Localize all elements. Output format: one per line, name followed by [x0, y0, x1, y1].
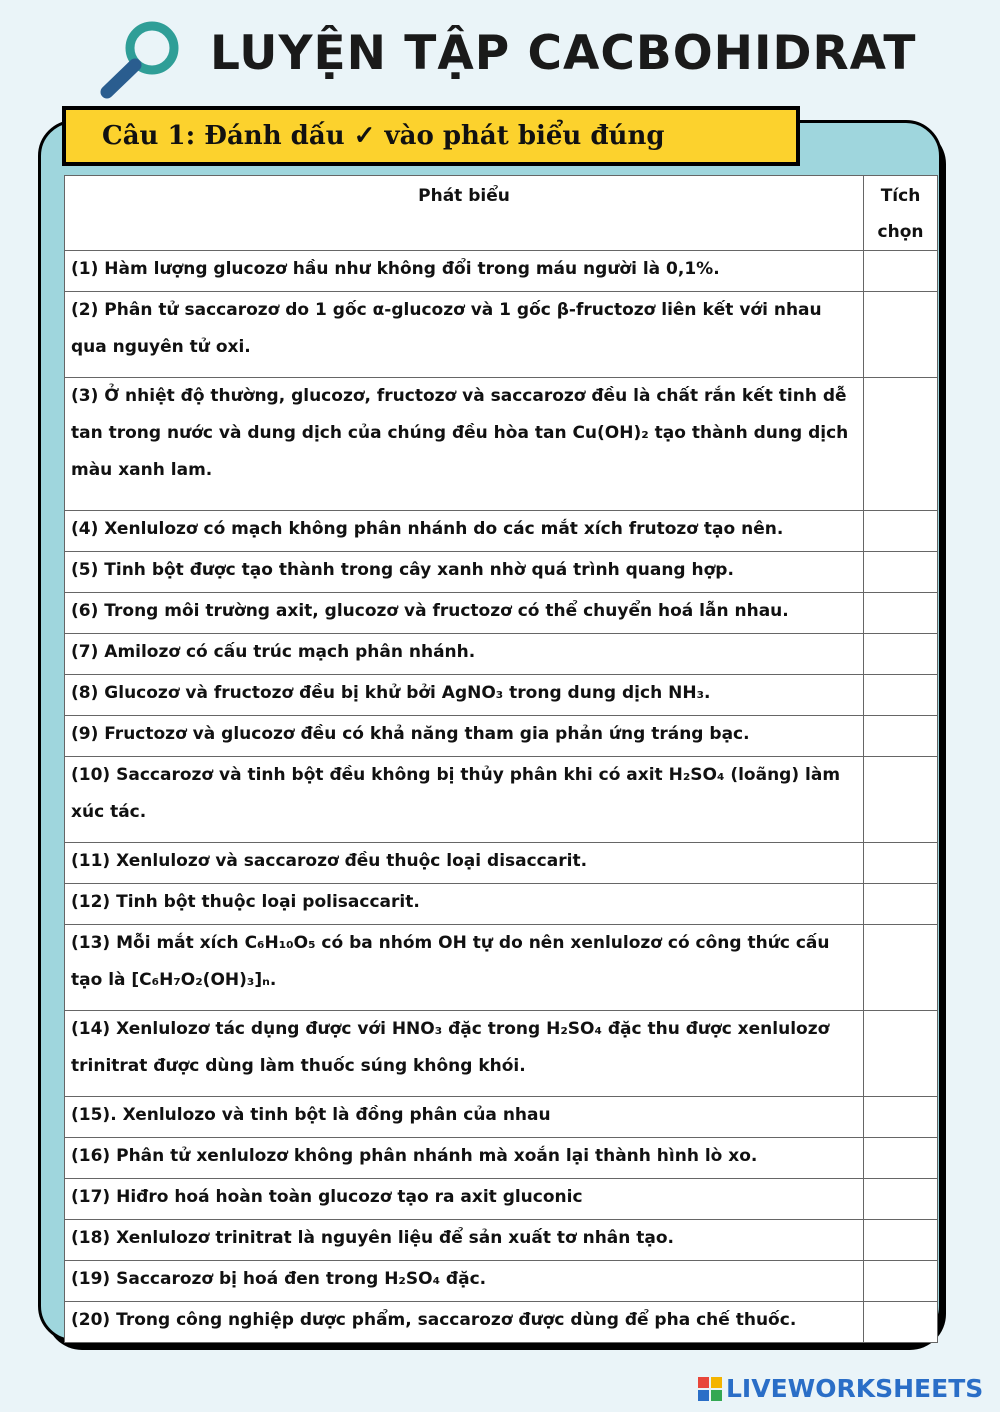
choice-cell[interactable] [864, 378, 938, 511]
choice-cell[interactable] [864, 511, 938, 552]
choice-cell[interactable] [864, 593, 938, 634]
choice-cell[interactable] [864, 1179, 938, 1220]
choice-cell[interactable] [864, 552, 938, 593]
choice-cell[interactable] [864, 1097, 938, 1138]
table-row [65, 251, 938, 292]
statement-text: (12) Tinh bột thuộc loại polisaccarit. [65, 884, 864, 925]
table-row [65, 757, 938, 843]
statement-text: (18) Xenlulozơ trinitrat là nguyên liệu để sản xuất tơ nhân tạo. [65, 1220, 864, 1261]
table-row [65, 634, 938, 675]
statement-text: (17) Hiđro hoá hoàn toàn glucozơ tạo ra axit gluconic [65, 1179, 864, 1220]
header-choice-line1: Tích [880, 186, 921, 206]
magnifier-icon [95, 20, 185, 102]
table-row [65, 1179, 938, 1220]
table-row [65, 1097, 938, 1138]
choice-cell[interactable] [864, 675, 938, 716]
choice-cell[interactable] [864, 292, 938, 378]
liveworksheets-logo [698, 1374, 983, 1403]
choice-cell[interactable] [864, 634, 938, 675]
choice-cell[interactable] [864, 1011, 938, 1097]
choice-cell[interactable] [864, 716, 938, 757]
choice-cell[interactable] [864, 1302, 938, 1343]
table-row [65, 1011, 938, 1097]
table-row [65, 552, 938, 593]
statement-text: (13) Mỗi mắt xích C₆H₁₀O₅ có ba nhóm OH tự do nên xenlulozơ có công thức cấu tạo là [C₆H₇O₂(OH)₃]ₙ. [65, 925, 864, 1011]
statement-text: (14) Xenlulozơ tác dụng được với HNO₃ đặc trong H₂SO₄ đặc thu được xenlulozơ trinitrat được dùng làm thuốc súng không khói. [65, 1011, 864, 1097]
table-row [65, 716, 938, 757]
choice-cell[interactable] [864, 757, 938, 843]
table-row [65, 925, 938, 1011]
choice-cell[interactable] [864, 884, 938, 925]
statement-text: (8) Glucozơ và fructozơ đều bị khử bởi AgNO₃ trong dung dịch NH₃. [65, 675, 864, 716]
table-row [65, 511, 938, 552]
table-row [65, 884, 938, 925]
statement-text: (4) Xenlulozơ có mạch không phân nhánh do các mắt xích frutozơ tạo nên. [65, 511, 864, 552]
statement-text: (16) Phân tử xenlulozơ không phân nhánh mà xoắn lại thành hình lò xo. [65, 1138, 864, 1179]
page-title: LUYỆN TẬP CACBOHIDRAT [210, 26, 917, 81]
choice-cell[interactable] [864, 1220, 938, 1261]
table-row [65, 292, 938, 378]
statement-text: (9) Fructozơ và glucozơ đều có khả năng tham gia phản ứng tráng bạc. [65, 716, 864, 757]
statement-text: (11) Xenlulozơ và saccarozơ đều thuộc loại disaccarit. [65, 843, 864, 884]
header-choice [864, 176, 938, 251]
statement-text: (6) Trong môi trường axit, glucozơ và fructozơ có thể chuyển hoá lẫn nhau. [65, 593, 864, 634]
liveworksheets-icon [698, 1377, 722, 1401]
header-choice-line2: chọn [877, 222, 924, 242]
table-row [65, 1138, 938, 1179]
choice-cell[interactable] [864, 1138, 938, 1179]
table-row [65, 378, 938, 511]
statement-text: (7) Amilozơ có cấu trúc mạch phân nhánh. [65, 634, 864, 675]
question-banner [62, 106, 800, 166]
choice-cell[interactable] [864, 251, 938, 292]
statement-text: (20) Trong công nghiệp dược phẩm, saccarozơ được dùng để pha chế thuốc. [65, 1302, 864, 1343]
statement-text: (3) Ở nhiệt độ thường, glucozơ, fructozơ và saccarozơ đều là chất rắn kết tinh dễ tan trong nước và dung dịch của chúng đều hòa tan Cu(OH)₂ tạo thành dung dịch màu xanh lam. [65, 378, 864, 511]
table-row [65, 593, 938, 634]
statement-text: (5) Tinh bột được tạo thành trong cây xanh nhờ quá trình quang hợp. [65, 552, 864, 593]
statement-text: (1) Hàm lượng glucozơ hầu như không đổi trong máu người là 0,1%. [65, 251, 864, 292]
brand-text: LIVEWORKSHEETS [726, 1374, 984, 1403]
choice-cell[interactable] [864, 925, 938, 1011]
statement-text: (2) Phân tử saccarozơ do 1 gốc α-glucozơ và 1 gốc β-fructozơ liên kết với nhau qua nguyên tử oxi. [65, 292, 864, 378]
statement-table [64, 175, 938, 1343]
table-row [65, 1302, 938, 1343]
table-row [65, 1220, 938, 1261]
statement-text: (10) Saccarozơ và tinh bột đều không bị thủy phân khi có axit H₂SO₄ (loãng) làm xúc tác. [65, 757, 864, 843]
question-label: Câu 1: Đánh dấu ✓ vào phát biểu đúng [102, 121, 665, 151]
statement-text: (19) Saccarozơ bị hoá đen trong H₂SO₄ đặc. [65, 1261, 864, 1302]
choice-cell[interactable] [864, 1261, 938, 1302]
table-row [65, 675, 938, 716]
table-row [65, 1261, 938, 1302]
table-row [65, 843, 938, 884]
choice-cell[interactable] [864, 843, 938, 884]
statement-text: (15). Xenlulozo và tinh bột là đồng phân của nhau [65, 1097, 864, 1138]
header-statement: Phát biểu [65, 176, 864, 251]
